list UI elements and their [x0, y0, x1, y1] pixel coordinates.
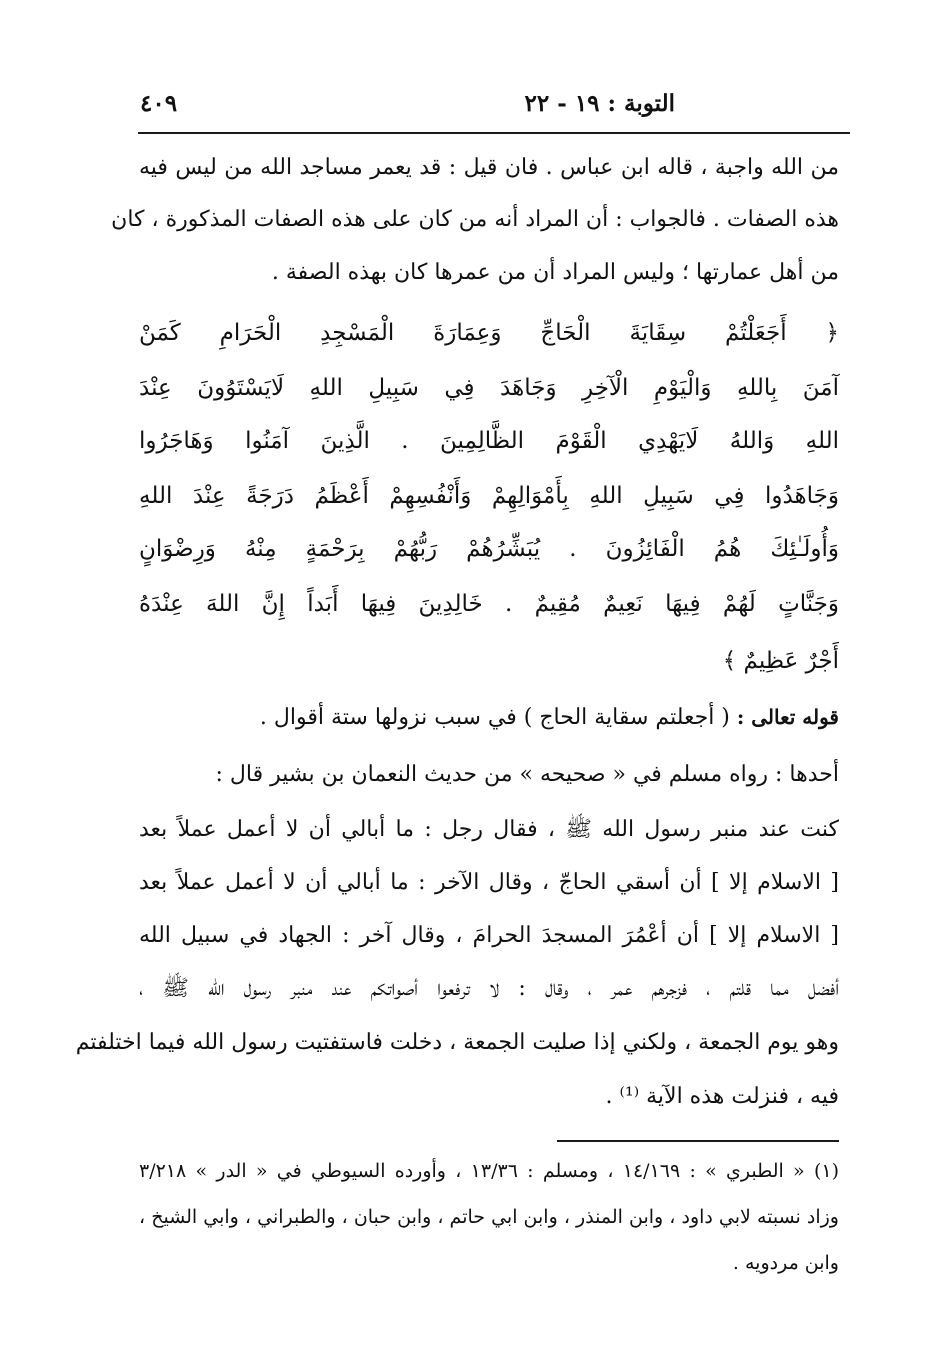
verse-line: أَجْرٌ عَظِيمٌ ﴾: [722, 648, 839, 674]
text-line: كنت عند منبر رسول الله ﷺ ، فقال رجل : ما أبالي أن لا أعمل عملاً بعد: [139, 817, 839, 842]
page-number: ٤٠٩: [140, 90, 178, 117]
commentary-heading: [139, 702, 839, 733]
text-line: [ الاسلام إلا ] أن أسقي الحاجّ ، وقال الآخر : ما أبالي أن لا أعمل عملاً بعد: [139, 870, 839, 895]
text-line: هذه الصفات . فالجواب : أن المراد أنه من كان على هذه الصفات المذكورة ، كان: [111, 207, 839, 232]
verse-line: وَجَاهَدُوا فِي سَبِيلِ اللهِ بِأَمْوَالِهِمْ وَأَنْفُسِهِمْ أَعْظَمُ دَرَجَةً عِنْدَ اللهِ: [139, 483, 839, 509]
commentary-lead: قوله تعالى :: [736, 705, 839, 729]
text-line: أحدها : رواه مسلم في « صحيحه » من حديث النعمان بن بشير قال :: [215, 762, 839, 787]
text-line: [ الاسلام إلا ] أن أعْمُرَ المسجدَ الحرامَ ، وقال آخر : الجهاد في سبيل الله: [139, 923, 839, 948]
page-header: [140, 86, 840, 126]
verse-line: ﴿ أَجَعَلْتُمْ سِقَايَةَ الْحَاجِّ وَعِمَارَةَ الْمَسْجِدِ الْحَرَامِ كَمَنْ: [139, 320, 839, 346]
text-line: فيه ، فنزلت هذه الآية ⁽¹⁾ .: [605, 1084, 839, 1109]
footnote-line: وابن مردويه .: [732, 1252, 839, 1274]
header-rule: [138, 132, 850, 134]
text-line: وهو يوم الجمعة ، ولكني إذا صليت الجمعة ، دخلت فاستفتيت رسول الله فيما اختلفتم: [75, 1030, 839, 1055]
verse-line: وَأُولَـٰئِكَ هُمُ الْفَائِزُونَ . يُبَشِّرُهُمْ رَبُّهُمْ بِرَحْمَةٍ مِنْهُ وَرِضْوَانٍ: [139, 536, 839, 562]
verse-line: آمَنَ بِاللهِ وَالْيَوْمِ الْآخِرِ وَجَاهَدَ فِي سَبِيلِ اللهِ لَايَسْتَوُونَ عِنْدَ: [139, 375, 839, 401]
commentary-lead-rest: ( أجعلتم سقاية الحاج ) في سبب نزولها ستة أقوال .: [259, 705, 730, 730]
text-line: أفضل مما قلتم ، فزجرهم عمر ، وقال : لا ترفعوا أصواتكم عند منبر رسول الله ﷺ ،: [139, 976, 839, 1001]
text-line: من أهل عمارتها ؛ وليس المراد أن من عمرها كان بهذه الصفة .: [271, 260, 839, 285]
footnote-line: وزاد نسبته لابي داود ، وابن المنذر ، وابن ابي حاتم ، وابن حبان ، والطبراني ، وابي الشيخ ،: [139, 1206, 839, 1228]
running-title: التوبة : ١٩ - ٢٢: [524, 90, 675, 117]
footnote-line: (١) « الطبري » : ١٤/١٦٩ ، ومسلم : ١٣/٣٦ ، وأورده السيوطي في « الدر » ٣/٢١٨: [139, 1160, 840, 1182]
footnote-rule: [557, 1140, 839, 1142]
verse-line: وَجَنَّاتٍ لَهُمْ فِيهَا نَعِيمٌ مُقِيمٌ . خَالِدِينَ فِيهَا أَبَداً إِنَّ اللهَ عِنْدَهُ: [139, 591, 839, 617]
verse-line: اللهِ وَاللهُ لَايَهْدِي الْقَوْمَ الظَّالِمِينَ . الَّذِينَ آمَنُوا وَهَاجَرُوا: [139, 428, 839, 454]
text-line: من الله واجبة ، قاله ابن عباس . فان قيل : قد يعمر مساجد الله من ليس فيه: [139, 155, 839, 180]
